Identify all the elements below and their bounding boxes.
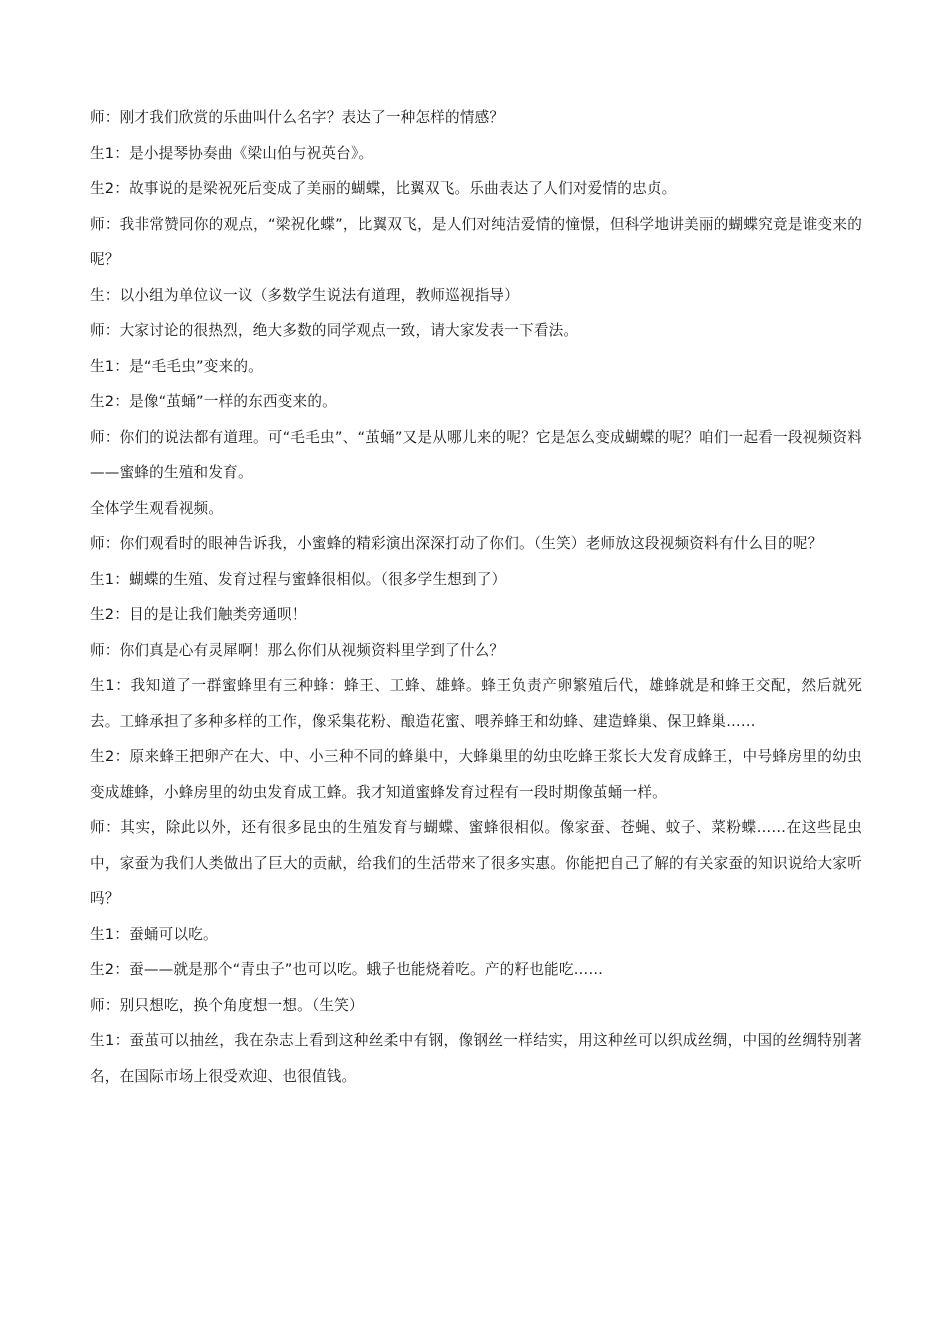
paragraph-teacher-question: 师：你们观看时的眼神告诉我，小蜜蜂的精彩演出深深打动了你们。（生笑）老师放这段视频资料有什么目的呢？ (90, 535, 823, 552)
paragraph-student-answer: 生2：是像“茧蛹”一样的东西变来的。 (90, 393, 337, 410)
paragraph-student-answer: 生2：蚕——就是那个“青虫子”也可以吃。蛾子也能烧着吃。产的籽也能吃…… (90, 961, 604, 978)
paragraph-student-answer: 生1：是小提琴协奏曲《梁山伯与祝英台》。 (90, 144, 374, 162)
paragraph-student-answer: 生2：目的是让我们触类旁通呗！ (90, 606, 307, 623)
paragraph-student-answer: 生1：蝴蝶的生殖、发育过程与蜜蜂很相似。（很多学生想到了） (90, 570, 507, 588)
paragraph-teacher-question: 师：其实，除此以外，还有很多昆虫的生殖发育与蝴蝶、蜜蜂很相似。像家蚕、苍蝇、蚊子、菜粉蝶……在这些昆虫中，家蚕为我们人类做出了巨大的贡献，给我们的生活带来了很多实惠。你能把自己了解的有关家蚕的知识说给大家听吗？ (90, 819, 862, 907)
paragraph-teacher-question: 师：你们真是心有灵犀啊！那么你们从视频资料里学到了什么？ (90, 641, 505, 659)
paragraph-narration: 全体学生观看视频。 (90, 499, 224, 517)
paragraph-student-answer: 生1：蚕茧可以抽丝，我在杂志上看到这种丝柔中有钢，像钢丝一样结实，用这种丝可以织成丝绸，中国的丝绸特别著名，在国际市场上很受欢迎、也很值钱。 (90, 1032, 862, 1085)
paragraph-student-answer: 生1：是“毛毛虫”变来的。 (90, 357, 263, 375)
document-body (90, 100, 862, 1094)
paragraph-student-answer: 生2：故事说的是梁祝死后变成了美丽的蝴蝶，比翼双飞。乐曲表达了人们对爱情的忠贞。 (90, 180, 677, 197)
paragraph-student-answer: 生1：蚕蛹可以吃。 (90, 925, 218, 943)
paragraph-student-answer: 生2：原来蜂王把卵产在大、中、小三种不同的蜂巢中，大蜂巢里的幼虫吃蜂王浆长大发育成蜂王，中号蜂房里的幼虫变成雄蜂，小蜂房里的幼虫发育成工蜂。我才知道蜜蜂发育过程有一段时期像茧蛹一样。 (90, 748, 862, 801)
paragraph-teacher-question: 师：刚才我们欣赏的乐曲叫什么名字？表达了一种怎样的情感？ (90, 109, 505, 126)
paragraph-teacher-question: 师：别只想吃，换个角度想一想。（生笑） (90, 996, 364, 1014)
paragraph-student-answer: 生：以小组为单位议一议（多数学生说法有道理，教师巡视指导） (90, 286, 520, 304)
paragraph-student-answer: 生1：我知道了一群蜜蜂里有三种蜂：蜂王、工蜂、雄蜂。蜂王负责产卵繁殖后代，雄蜂就是和蜂王交配，然后就死去。工蜂承担了多种多样的工作，像采集花粉、酿造花蜜、喂养蜂王和幼蜂、建造蜂巢、保卫蜂巢…… (90, 677, 862, 730)
paragraph-teacher-question: 师：我非常赞同你的观点，“梁祝化蝶”，比翼双飞，是人们对纯洁爱情的憧憬，但科学地讲美丽的蝴蝶究竟是谁变来的呢？ (90, 215, 862, 268)
paragraph-teacher-question: 师：你们的说法都有道理。可“毛毛虫”、“茧蛹”又是从哪儿来的呢？它是怎么变成蝴蝶的呢？咱们一起看一段视频资料——蜜蜂的生殖和发育。 (90, 428, 862, 481)
paragraph-teacher-question: 师：大家讨论的很热烈，绝大多数的同学观点一致，请大家发表一下看法。 (90, 322, 579, 339)
